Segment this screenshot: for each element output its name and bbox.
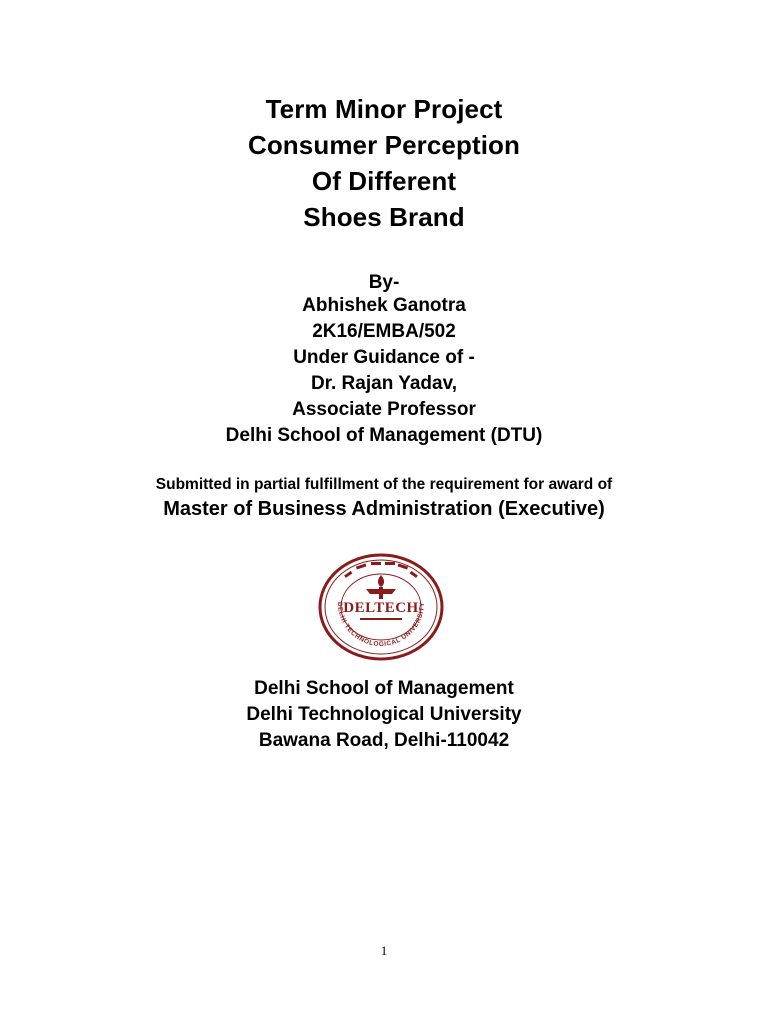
roll-number: 2K16/EMBA/502: [312, 321, 456, 342]
submission-statement: Submitted in partial fulfillment of the requirement for award of: [155, 476, 613, 493]
author-name: Abhishek Ganotra: [302, 295, 466, 316]
guide-institution: Delhi School of Management (DTU): [225, 425, 543, 446]
guidance-label: Under Guidance of -: [293, 347, 475, 368]
address-line-1: Delhi School of Management: [254, 678, 514, 699]
guide-title: Associate Professor: [292, 399, 476, 420]
seal-ring-text: DELHI TECHNOLOGICAL UNIVERSITY: [335, 601, 427, 649]
title-line-3: Of Different: [311, 166, 457, 196]
deltech-university-seal-icon: [318, 553, 444, 661]
degree-name: Master of Business Administration (Executive): [163, 498, 605, 520]
address-line-2: Delhi Technological University: [246, 704, 522, 725]
page-number: 1: [380, 943, 388, 958]
title-line-4: Shoes Brand: [303, 202, 465, 232]
by-label: By-: [368, 272, 400, 293]
title-line-2: Consumer Perception: [247, 130, 521, 160]
title-line-1: Term Minor Project: [265, 94, 503, 124]
guide-name: Dr. Rajan Yadav,: [310, 373, 458, 394]
address-line-3: Bawana Road, Delhi-110042: [258, 730, 510, 751]
seal-wordmark: DELTECH: [343, 600, 419, 616]
